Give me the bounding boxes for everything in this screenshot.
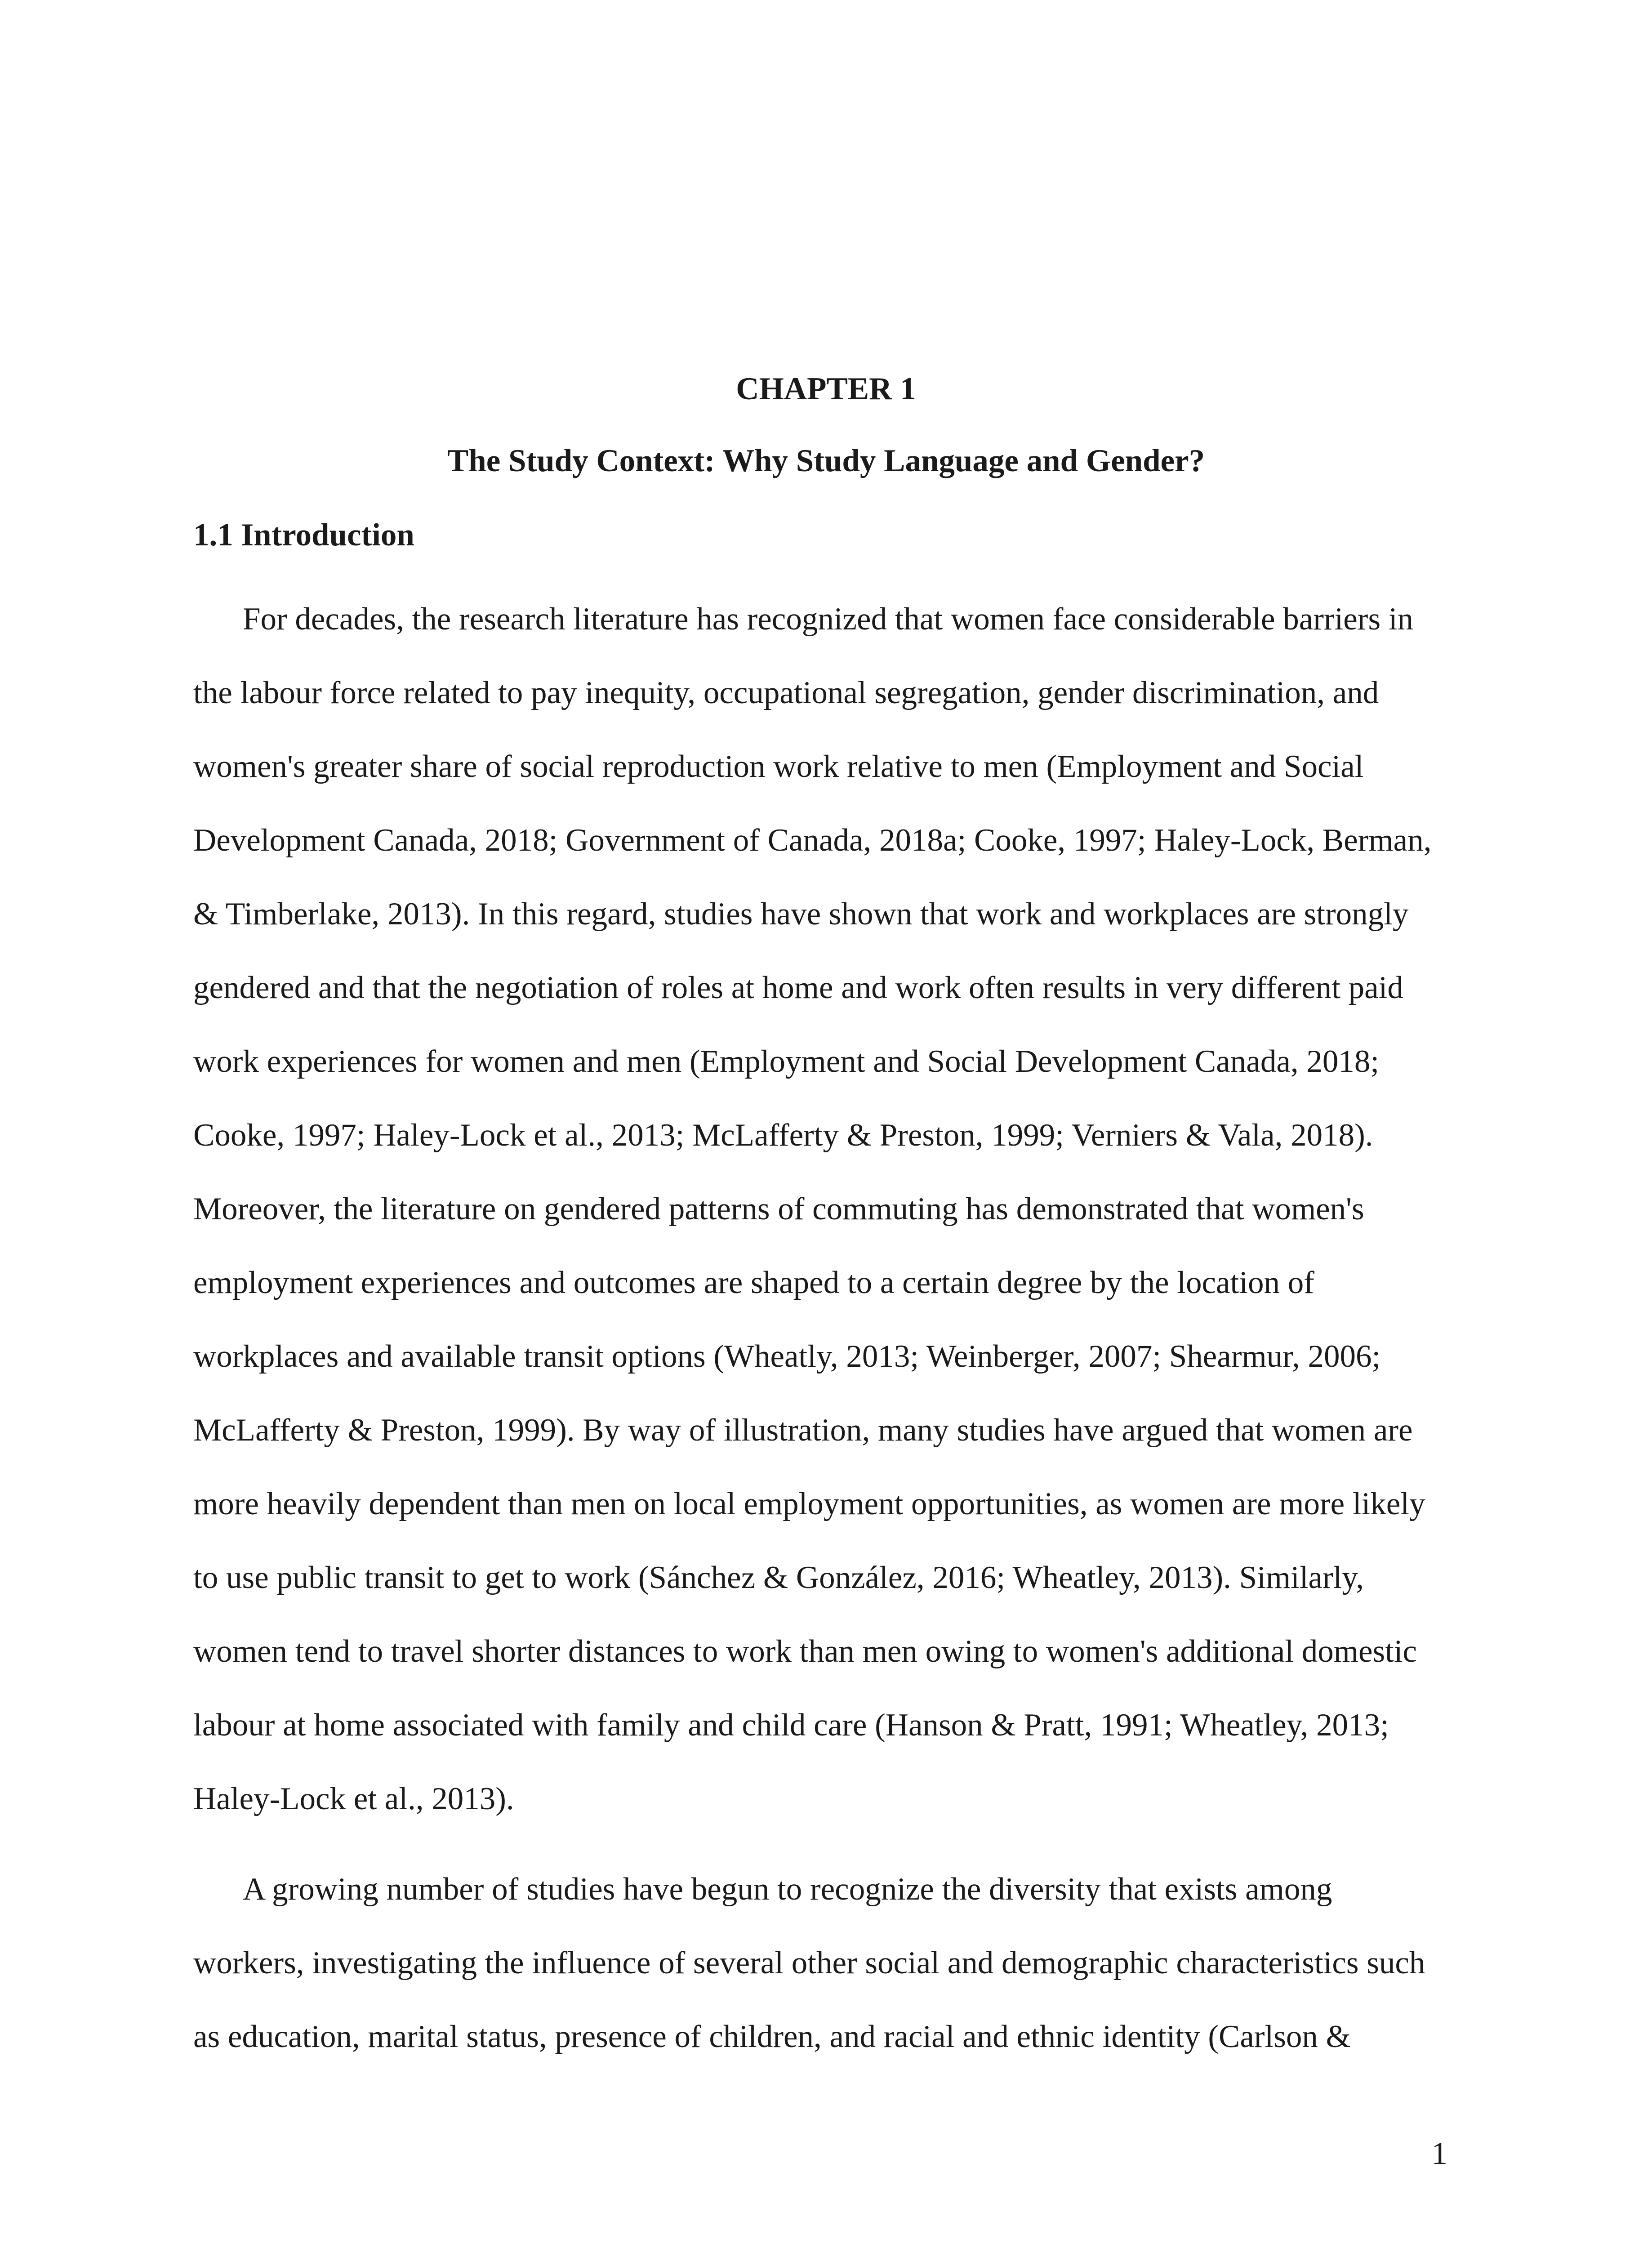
page-number: 1 (1431, 2136, 1447, 2171)
paragraph-introduction (193, 582, 1488, 1836)
paragraph-line: McLafferty & Preston, 1999). By way of illustration, many studies have argued that women are (193, 1413, 1413, 1448)
paragraph-line: work experiences for women and men (Employment and Social Development Canada, 2018; (193, 1044, 1380, 1079)
section-heading: 1.1 Introduction (193, 517, 414, 553)
paragraph-line: to use public transit to get to work (Sánchez & González, 2016; Wheatley, 2013). Similarly, (193, 1560, 1364, 1595)
paragraph-line: the labour force related to pay inequity, occupational segregation, gender discrimination, and (193, 675, 1379, 710)
paragraph-line: workplaces and available transit options (Wheatly, 2013; Weinberger, 2007; Shearmur, 2006; (193, 1339, 1381, 1374)
paragraph-line: as education, marital status, presence of children, and racial and ethnic identity (Carlson & (193, 2019, 1351, 2054)
paragraph-line: For decades, the research literature has recognized that women face considerable barriers in (243, 602, 1414, 637)
paragraph-line: gendered and that the negotiation of roles at home and work often results in very different paid (193, 970, 1403, 1005)
paragraph-line: Cooke, 1997; Haley-Lock et al., 2013; McLafferty & Preston, 1999; Verniers & Vala, 2018). (193, 1118, 1373, 1153)
paragraph-line: women's greater share of social reproduction work relative to men (Employment and Social (193, 749, 1364, 784)
paragraph-line: employment experiences and outcomes are shaped to a certain degree by the location of (193, 1265, 1314, 1300)
paragraph-line: labour at home associated with family and child care (Hanson & Pratt, 1991; Wheatley, 2013; (193, 1708, 1389, 1743)
paragraph-line: Moreover, the literature on gendered patterns of commuting has demonstrated that women's (193, 1191, 1364, 1227)
paragraph-line: more heavily dependent than men on local employment opportunities, as women are more likely (193, 1486, 1425, 1521)
paragraph-line: Development Canada, 2018; Government of Canada, 2018a; Cooke, 1997; Haley-Lock, Berman, (193, 823, 1432, 858)
chapter-label: CHAPTER 1 (736, 371, 916, 406)
paragraph-line: Haley-Lock et al., 2013). (193, 1781, 514, 1816)
paragraph-line: workers, investigating the influence of several other social and demographic characteristics such (193, 1945, 1425, 1980)
paragraph-line: A growing number of studies have begun to recognize the diversity that exists among (243, 1872, 1332, 1907)
paragraph-line: women tend to travel shorter distances to work than men owing to women's additional domestic (193, 1634, 1417, 1669)
chapter-title: The Study Context: Why Study Language and Gender? (447, 443, 1205, 478)
paragraph-line: & Timberlake, 2013). In this regard, studies have shown that work and workplaces are strongly (193, 897, 1409, 932)
paragraph-diversity (193, 1852, 1488, 2074)
